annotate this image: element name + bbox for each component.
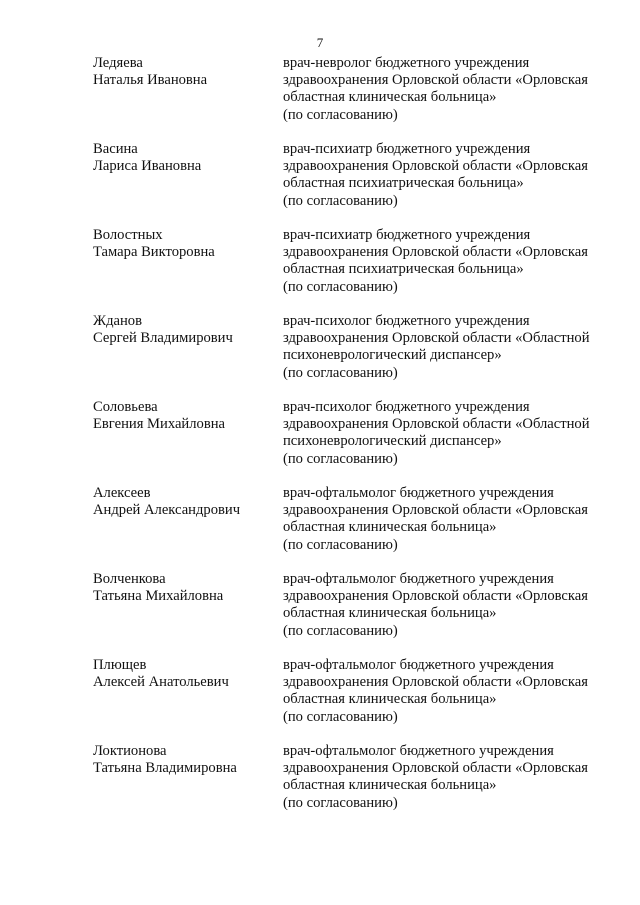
position-line: здравоохранения Орловской области «Орловская: [283, 72, 588, 89]
person-given-names: Тамара Викторовна: [93, 244, 215, 261]
position-line: врач-офтальмолог бюджетного учреждения: [283, 485, 554, 501]
position-line: областная психиатрическая больница»: [283, 261, 524, 278]
person-name: [93, 399, 278, 433]
person-surname: Соловьева: [93, 399, 158, 415]
position-line: областная клиническая больница»: [283, 605, 497, 622]
person-given-names: Алексей Анатольевич: [93, 674, 229, 691]
position-line: врач-психолог бюджетного учреждения: [283, 399, 530, 415]
person-name: [93, 657, 278, 691]
position-line: (по согласованию): [283, 622, 398, 639]
list-item: [0, 55, 640, 141]
position-line: врач-психолог бюджетного учреждения: [283, 313, 530, 329]
person-name: [93, 485, 278, 519]
list-item: [0, 743, 640, 829]
position-line: (по согласованию): [283, 708, 398, 725]
person-surname: Алексеев: [93, 485, 151, 501]
position-line: здравоохранения Орловской области «Орловская: [283, 588, 588, 605]
person-given-names: Татьяна Михайловна: [93, 588, 224, 605]
person-name: [93, 55, 278, 89]
position-line: врач-офтальмолог бюджетного учреждения: [283, 571, 554, 587]
member-list: [0, 55, 640, 829]
position-line: областная клиническая больница»: [283, 691, 497, 708]
person-position: [283, 743, 613, 812]
person-given-names: Евгения Михайловна: [93, 416, 225, 433]
position-line: здравоохранения Орловской области «Орловская: [283, 502, 588, 519]
person-given-names: Лариса Ивановна: [93, 158, 202, 175]
position-line: (по согласованию): [283, 278, 398, 295]
person-surname: Ледяева: [93, 55, 143, 71]
position-line: здравоохранения Орловской области «Областной: [283, 416, 590, 433]
position-line: врач-офтальмолог бюджетного учреждения: [283, 743, 554, 759]
position-line: областная клиническая больница»: [283, 89, 497, 106]
person-surname: Васина: [93, 141, 138, 157]
position-line: врач-офтальмолог бюджетного учреждения: [283, 657, 554, 673]
position-line: здравоохранения Орловской области «Областной: [283, 330, 590, 347]
position-line: здравоохранения Орловской области «Орловская: [283, 760, 588, 777]
position-line: психоневрологический диспансер»: [283, 433, 502, 450]
person-position: [283, 141, 613, 210]
person-surname: Волостных: [93, 227, 163, 243]
position-line: врач-психиатр бюджетного учреждения: [283, 141, 531, 157]
list-item: [0, 141, 640, 227]
person-given-names: Андрей Александрович: [93, 502, 241, 519]
position-line: здравоохранения Орловской области «Орловская: [283, 244, 588, 261]
person-position: [283, 399, 613, 468]
person-name: [93, 571, 278, 605]
person-position: [283, 485, 613, 554]
person-position: [283, 313, 613, 382]
person-surname: Волченкова: [93, 571, 166, 587]
position-line: (по согласованию): [283, 364, 398, 381]
position-line: врач-психиатр бюджетного учреждения: [283, 227, 531, 243]
person-position: [283, 55, 613, 124]
person-surname: Плющев: [93, 657, 147, 673]
position-line: областная клиническая больница»: [283, 777, 497, 794]
list-item: [0, 657, 640, 743]
person-name: [93, 313, 278, 347]
person-surname: Локтионова: [93, 743, 167, 759]
position-line: врач-невролог бюджетного учреждения: [283, 55, 530, 71]
position-line: (по согласованию): [283, 106, 398, 123]
list-item: [0, 313, 640, 399]
position-line: областная психиатрическая больница»: [283, 175, 524, 192]
position-line: (по согласованию): [283, 450, 398, 467]
list-item: [0, 399, 640, 485]
list-item: [0, 485, 640, 571]
position-line: областная клиническая больница»: [283, 519, 497, 536]
person-given-names: Наталья Ивановна: [93, 72, 208, 89]
person-position: [283, 227, 613, 296]
position-line: (по согласованию): [283, 192, 398, 209]
person-given-names: Татьяна Владимировна: [93, 760, 237, 777]
page-number: 7: [316, 35, 324, 50]
position-line: (по согласованию): [283, 794, 398, 811]
list-item: [0, 227, 640, 313]
position-line: психоневрологический диспансер»: [283, 347, 502, 364]
position-line: здравоохранения Орловской области «Орловская: [283, 674, 588, 691]
person-name: [93, 743, 278, 777]
person-given-names: Сергей Владимирович: [93, 330, 233, 347]
position-line: (по согласованию): [283, 536, 398, 553]
person-position: [283, 571, 613, 640]
position-line: здравоохранения Орловской области «Орловская: [283, 158, 588, 175]
person-surname: Жданов: [93, 313, 142, 329]
person-name: [93, 227, 278, 261]
person-name: [93, 141, 278, 175]
person-position: [283, 657, 613, 726]
list-item: [0, 571, 640, 657]
